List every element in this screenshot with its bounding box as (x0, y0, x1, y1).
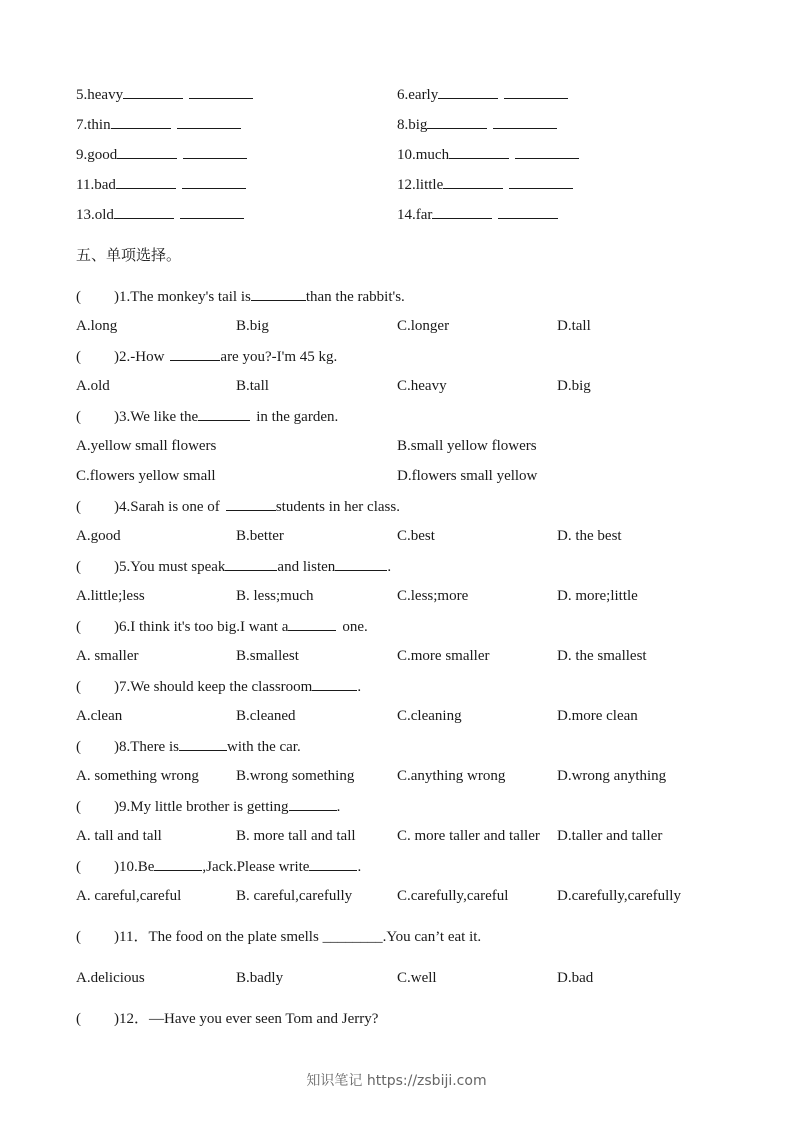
answer-blank[interactable] (226, 495, 276, 511)
answer-blank[interactable] (123, 83, 183, 99)
option-d[interactable]: D. the smallest (557, 648, 647, 664)
option-c[interactable]: C.cleaning (397, 708, 462, 724)
answer-blank[interactable] (515, 143, 579, 159)
option-a[interactable]: A.good (76, 528, 121, 544)
answer-blank[interactable] (509, 173, 573, 189)
option-a[interactable]: A.old (76, 378, 110, 394)
answer-blank[interactable] (335, 555, 387, 571)
word-item: 11.bad (76, 173, 246, 196)
option-c[interactable]: C.less;more (397, 588, 469, 604)
options-row (76, 967, 716, 989)
option-a[interactable]: A.long (76, 318, 118, 334)
option-d[interactable]: D.taller and taller (557, 828, 663, 844)
answer-blank[interactable] (427, 113, 487, 129)
answer-blank[interactable] (449, 143, 509, 159)
word-item: 8.big (397, 113, 557, 136)
question-stem: ( )8.There is with the car. (76, 735, 716, 757)
option-a[interactable]: A. smaller (76, 648, 139, 664)
option-b[interactable]: B.badly (236, 970, 284, 986)
option-a[interactable]: A.little;less (76, 588, 145, 604)
options-row (76, 765, 716, 787)
option-c[interactable]: C.flowers yellow small (76, 468, 216, 484)
question-stem: ( )9.My little brother is getting . (76, 795, 716, 817)
section-heading: 五、单项选择。 (76, 246, 182, 264)
answer-blank[interactable] (182, 173, 246, 189)
answer-blank[interactable] (443, 173, 503, 189)
options-row (76, 315, 716, 337)
option-c[interactable]: C.heavy (397, 378, 447, 394)
word-item: 13.old (76, 203, 244, 226)
answer-blank[interactable] (116, 173, 176, 189)
word-item: 10.much (397, 143, 579, 166)
option-b[interactable]: B.big (236, 318, 269, 334)
options-row (76, 885, 716, 907)
option-d[interactable]: D.more clean (557, 708, 638, 724)
word-row (76, 173, 716, 195)
option-b[interactable]: B.tall (236, 378, 269, 394)
option-c[interactable]: C.well (397, 970, 437, 986)
answer-blank[interactable] (493, 113, 557, 129)
option-a[interactable]: A.yellow small flowers (76, 438, 217, 454)
question-stem: ( )5.You must speak and listen . (76, 555, 716, 577)
option-d[interactable]: D.bad (557, 970, 594, 986)
question-stem: ( )10.Be ,Jack.Please write . (76, 855, 716, 877)
option-b[interactable]: B. more tall and tall (236, 828, 356, 844)
answer-blank[interactable] (288, 615, 336, 631)
answer-blank[interactable] (183, 143, 247, 159)
footer-watermark: 知识笔记 https://zsbiji.com (306, 1073, 487, 1089)
word-item: 5.heavy (76, 83, 253, 106)
answer-blank[interactable] (189, 83, 253, 99)
option-d[interactable]: D.carefully,carefully (557, 888, 681, 904)
word-row (76, 203, 716, 225)
answer-blank[interactable] (117, 143, 177, 159)
answer-blank[interactable] (504, 83, 568, 99)
options-row (76, 705, 716, 727)
answer-blank[interactable] (198, 405, 250, 421)
answer-blank[interactable] (225, 555, 277, 571)
question-stem: ( )7.We should keep the classroom . (76, 675, 716, 697)
option-b[interactable]: B. less;much (236, 588, 314, 604)
word-row (76, 113, 716, 135)
question-stem: ( )4.Sarah is one of students in her class. (76, 495, 716, 517)
option-d[interactable]: D.flowers small yellow (397, 468, 538, 484)
option-a[interactable]: A. careful,careful (76, 888, 182, 904)
answer-blank[interactable] (111, 113, 171, 129)
option-b[interactable]: B. careful,carefully (236, 888, 353, 904)
answer-blank[interactable] (170, 345, 220, 361)
question-stem: ( )3.We like the in the garden. (76, 405, 716, 427)
options-row (76, 645, 716, 667)
question-stem: ( )11．The food on the plate smells ________.You can’t eat it. (76, 929, 482, 945)
options-row (76, 435, 716, 457)
answer-blank[interactable] (180, 203, 244, 219)
answer-blank[interactable] (177, 113, 241, 129)
answer-blank[interactable] (179, 735, 227, 751)
answer-blank[interactable] (309, 855, 357, 871)
option-a[interactable]: A.delicious (76, 970, 145, 986)
word-row (76, 83, 716, 105)
option-c[interactable]: C.carefully,careful (397, 888, 509, 904)
option-a[interactable]: A. tall and tall (76, 828, 162, 844)
option-d[interactable]: D. the best (557, 528, 622, 544)
option-c[interactable]: C.longer (397, 318, 450, 334)
question-stem: ( )1.The monkey's tail is than the rabbit's. (76, 285, 716, 307)
question-stem: ( )12．—Have you ever seen Tom and Jerry? (76, 1011, 379, 1027)
word-item: 12.little (397, 173, 573, 196)
option-d[interactable]: D. more;little (557, 588, 638, 604)
answer-blank[interactable] (432, 203, 492, 219)
options-row (76, 825, 716, 847)
option-c[interactable]: C.best (397, 528, 435, 544)
answer-blank[interactable] (498, 203, 558, 219)
option-d[interactable]: D.wrong anything (557, 768, 667, 784)
word-item: 6.early (397, 83, 568, 106)
option-b[interactable]: B.wrong something (236, 768, 355, 784)
options-row (76, 585, 716, 607)
option-b[interactable]: B.smallest (236, 648, 299, 664)
options-row (76, 525, 716, 547)
option-b[interactable]: B.cleaned (236, 708, 296, 724)
word-item: 7.thin (76, 113, 241, 136)
option-c[interactable]: C. more taller and taller (397, 828, 540, 844)
word-row (76, 143, 716, 165)
answer-blank[interactable] (438, 83, 498, 99)
answer-blank[interactable] (251, 285, 306, 301)
option-b[interactable]: B.small yellow flowers (397, 438, 537, 454)
answer-blank[interactable] (289, 795, 337, 811)
option-d[interactable]: D.tall (557, 318, 591, 334)
word-item: 9.good (76, 143, 247, 166)
option-b[interactable]: B.better (236, 528, 284, 544)
answer-blank[interactable] (154, 855, 202, 871)
option-c[interactable]: C.more smaller (397, 648, 490, 664)
word-item: 14.far (397, 203, 558, 226)
option-c[interactable]: C.anything wrong (397, 768, 506, 784)
option-d[interactable]: D.big (557, 378, 591, 394)
answer-blank[interactable] (312, 675, 357, 691)
question-stem: ( )6.I think it's too big.I want a one. (76, 615, 716, 637)
options-row (76, 375, 716, 397)
question-stem: ( )2.-How are you?-I'm 45 kg. (76, 345, 716, 367)
option-a[interactable]: A. something wrong (76, 768, 199, 784)
option-a[interactable]: A.clean (76, 708, 123, 724)
answer-blank[interactable] (114, 203, 174, 219)
options-row (76, 465, 716, 487)
